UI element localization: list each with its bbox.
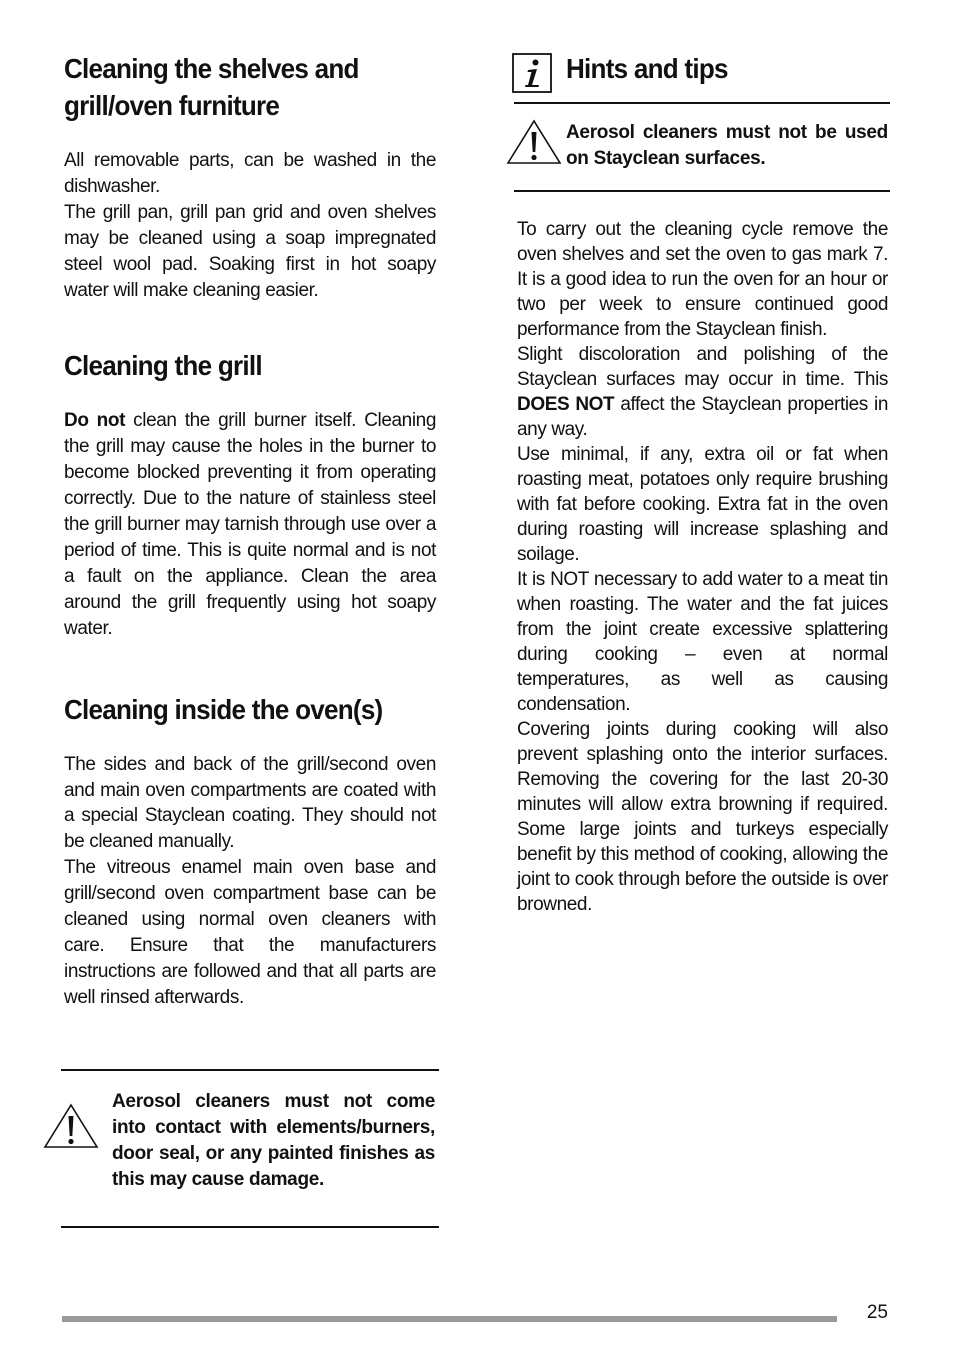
hints-paragraph-3: Use minimal, if any, extra oil or fat when roasting meat, potatoes only require brushing with fat before cooking. Extra fat in the oven during roasting will increase splashing and soilage. — [517, 444, 888, 565]
aerosol-warning-box — [61, 1069, 439, 1228]
heading-cleaning-inside-oven: Cleaning inside the oven(s) — [64, 693, 383, 725]
warning-triangle-icon — [506, 119, 562, 165]
hints-p2-bold: DOES NOT — [517, 394, 615, 415]
inside-paragraph-2: The vitreous enamel main oven base and grill/second oven compartment base can be cleaned using normal oven cleaners with care. Ensure that the manufacturers instructions are followed and that all parts are well rinsed afterwards. — [64, 857, 436, 1008]
hints-paragraph-1: To carry out the cleaning cycle remove the oven shelves and set the oven to gas mark 7. It is a good idea to run the oven for an hour or two per week to ensure continued good performance from the Stayclean finish. — [517, 219, 888, 340]
grill-bold-lead: Do not — [64, 410, 126, 432]
hints-header — [514, 48, 890, 104]
hints-paragraph-5: Covering joints during cooking will also prevent splashing onto the interior surfaces. Removing the covering for the last 20-30 minutes will allow extra browning if required. Some large joints and turkeys especially benefit by this method of cooking, allowing the joint to cook through before the outside is over browned. — [517, 719, 888, 915]
grill-text: clean the grill burner itself. Cleaning the grill may cause the holes in the burner to become blocked preventing it from operating correctly. Due to the nature of stainless steel the grill burner may tarnish through use over a period of time. This is quite normal and is not a fault on the appliance. Clean the area around the grill frequently using hot soapy water. — [64, 410, 436, 639]
aerosol-warning-text: Aerosol cleaners must not come into contact with elements/burners, door seal, or any painted finishes as this may cause damage. — [112, 1091, 435, 1190]
inside-paragraph-1: The sides and back of the grill/second oven and main oven compartments are coated with a special Stayclean coating. They should not be cleaned manually. — [64, 753, 436, 853]
shelves-paragraph-1: All removable parts, can be washed in the dishwasher. — [64, 150, 436, 197]
hints-p2-pre: Slight discoloration and polishing of the Stayclean surfaces may occur in time. This — [517, 344, 888, 390]
left-column — [64, 48, 436, 1011]
shelves-body — [64, 148, 436, 303]
shelves-paragraph-2: The grill pan, grill pan grid and oven shelves may be cleaned using a soap impregnated steel wool pad. Soaking first in hot soapy water will make cleaning easier. — [64, 201, 436, 301]
footer-bar — [62, 1316, 837, 1322]
hints-p2-post: affect the Stayclean properties in any way. — [517, 394, 888, 440]
heading-line-2: grill/oven furniture — [64, 90, 280, 121]
right-column — [514, 48, 890, 917]
inside-body — [64, 752, 436, 1011]
stayclean-warning-text: Aerosol cleaners must not be used on Stayclean surfaces. — [566, 122, 888, 169]
page-number: 25 — [866, 1302, 888, 1323]
grill-paragraph — [64, 408, 436, 641]
stayclean-warning-box — [514, 104, 890, 192]
heading-cleaning-grill: Cleaning the grill — [64, 350, 262, 382]
grill-body — [64, 408, 436, 641]
info-icon — [512, 53, 552, 93]
warning-triangle-icon — [43, 1103, 99, 1149]
heading-cleaning-shelves — [64, 50, 410, 124]
heading-hints-and-tips: Hints and tips — [566, 53, 728, 84]
hints-body — [514, 217, 888, 917]
hints-paragraph-2 — [517, 342, 888, 442]
hints-paragraph-4: It is NOT necessary to add water to a meat tin when roasting. The water and the fat juices from the joint create excessive splattering during cooking – even at normal temperatures, as well as causing condensation. — [517, 569, 888, 715]
heading-line-1: Cleaning the shelves and — [64, 53, 359, 84]
